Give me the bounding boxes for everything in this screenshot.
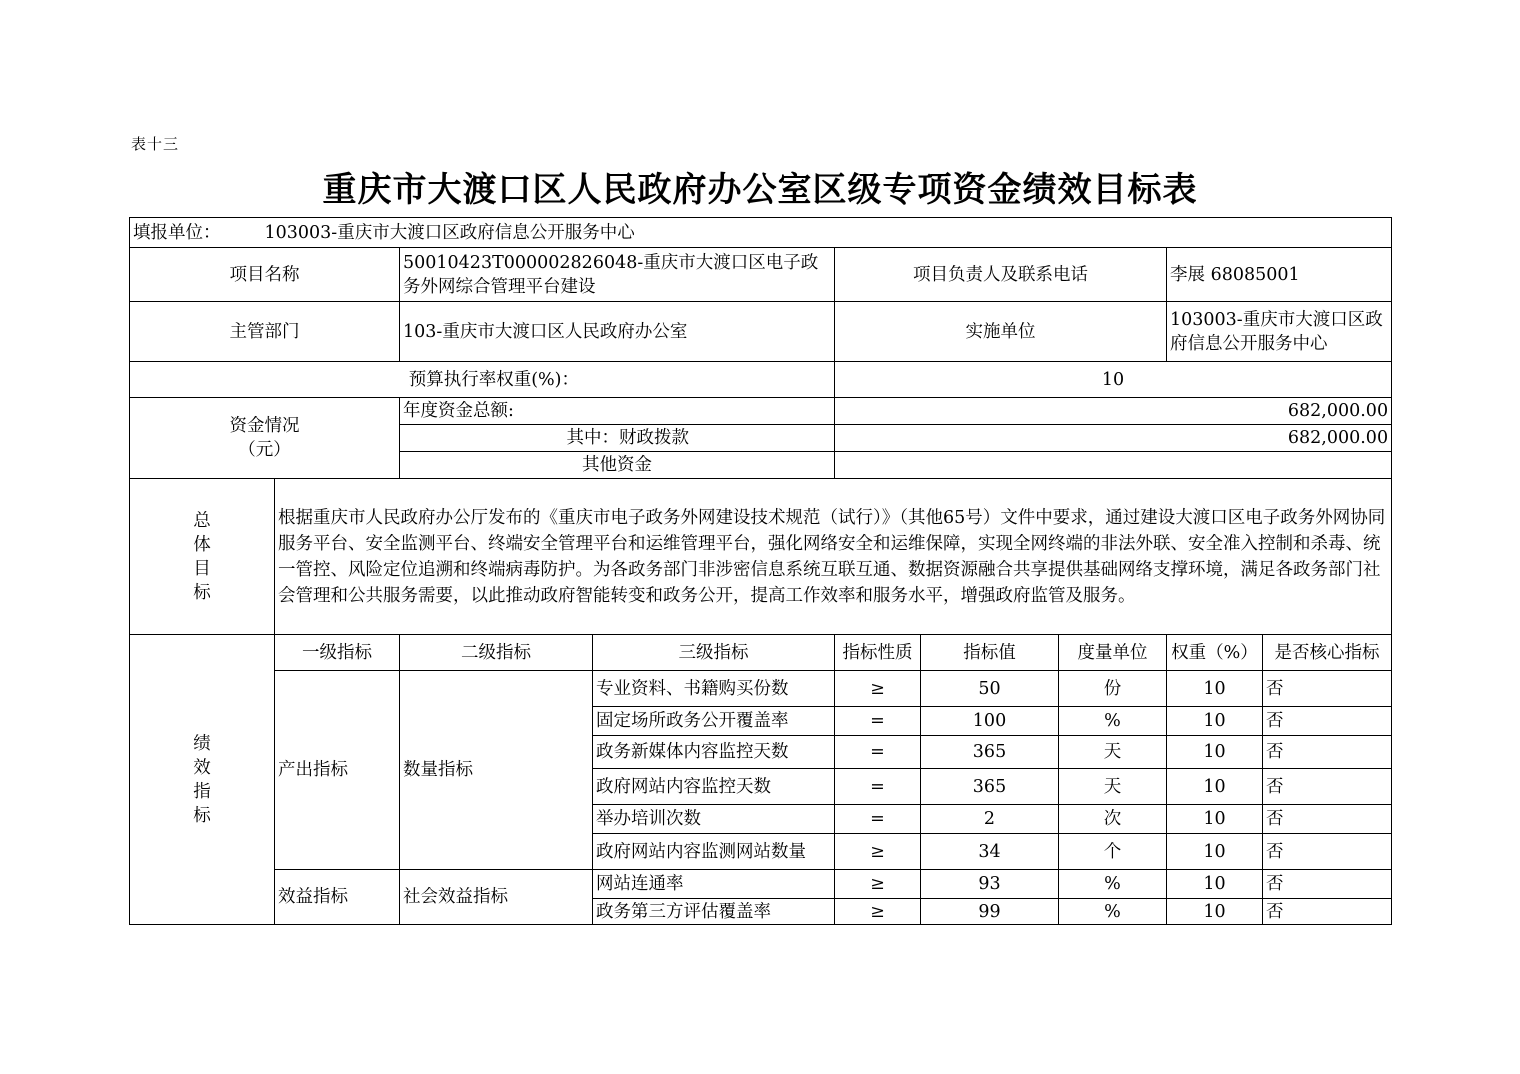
budget-weight-label: 预算执行率权重(%)： <box>130 362 835 398</box>
level3-indicator: 政府网站内容监控天数 <box>593 769 835 805</box>
goal-label-char: 体 <box>193 534 211 555</box>
project-contact-value: 李展 68085001 <box>1167 248 1392 302</box>
indicator-core: 否 <box>1263 834 1392 870</box>
perf-label <box>130 635 275 925</box>
level3-indicator: 政务第三方评估覆盖率 <box>593 899 835 925</box>
indicator-value: 93 <box>921 870 1059 899</box>
goal-label <box>130 479 275 635</box>
indicator-nature: ≥ <box>835 671 921 707</box>
goal-label-char: 目 <box>193 558 211 579</box>
indicator-unit: 天 <box>1059 769 1167 805</box>
indicator-weight: 10 <box>1167 707 1263 736</box>
indicator-core: 否 <box>1263 870 1392 899</box>
funds-fiscal-label: 其中：财政拨款 <box>400 425 835 452</box>
indicator-value: 50 <box>921 671 1059 707</box>
perf-label-char: 绩 <box>193 733 211 754</box>
indicator-unit: 个 <box>1059 834 1167 870</box>
indicator-value: 365 <box>921 769 1059 805</box>
header-cell: 一级指标 <box>275 635 400 671</box>
dept-label: 主管部门 <box>130 302 400 362</box>
impl-unit-value: 103003-重庆市大渡口区政府信息公开服务中心 <box>1167 302 1392 362</box>
level3-indicator: 专业资料、书籍购买份数 <box>593 671 835 707</box>
indicator-core: 否 <box>1263 671 1392 707</box>
funds-other-value <box>835 452 1392 479</box>
header-cell: 指标值 <box>921 635 1059 671</box>
indicator-nature: ≥ <box>835 870 921 899</box>
funds-total-value: 682,000.00 <box>835 398 1392 425</box>
indicator-core: 否 <box>1263 805 1392 834</box>
level3-indicator: 政府网站内容监测网站数量 <box>593 834 835 870</box>
perf-header-row <box>130 635 1392 671</box>
funds-label-line2: （元） <box>238 440 291 460</box>
indicator-value: 2 <box>921 805 1059 834</box>
header-cell: 是否核心指标 <box>1263 635 1392 671</box>
level2-indicator: 社会效益指标 <box>400 870 593 925</box>
indicator-weight: 10 <box>1167 899 1263 925</box>
indicator-core: 否 <box>1263 899 1392 925</box>
indicator-nature: = <box>835 736 921 769</box>
header-cell: 度量单位 <box>1059 635 1167 671</box>
indicator-unit: % <box>1059 870 1167 899</box>
filler-cell <box>130 218 1392 248</box>
filler-value: 103003-重庆市大渡口区政府信息公开服务中心 <box>264 222 635 243</box>
indicator-nature: = <box>835 805 921 834</box>
goal-label-char: 总 <box>193 510 211 531</box>
filler-label: 填报单位： <box>133 222 221 243</box>
project-name-label: 项目名称 <box>130 248 400 302</box>
project-name-value: 50010423T000002826048-重庆市大渡口区电子政务外网综合管理平台建设 <box>400 248 835 302</box>
indicator-weight: 10 <box>1167 769 1263 805</box>
indicator-nature: = <box>835 769 921 805</box>
indicator-nature: = <box>835 707 921 736</box>
level1-indicator: 产出指标 <box>275 671 400 870</box>
funds-label <box>130 398 400 479</box>
sheet-label: 表十三 <box>131 135 180 153</box>
indicator-core: 否 <box>1263 707 1392 736</box>
header-cell: 指标性质 <box>835 635 921 671</box>
level3-indicator: 举办培训次数 <box>593 805 835 834</box>
indicator-value: 365 <box>921 736 1059 769</box>
indicator-row <box>130 870 1392 899</box>
indicator-weight: 10 <box>1167 736 1263 769</box>
indicator-value: 34 <box>921 834 1059 870</box>
perf-label-char: 标 <box>193 805 211 826</box>
indicator-weight: 10 <box>1167 834 1263 870</box>
indicator-core: 否 <box>1263 736 1392 769</box>
header-cell: 权重（%） <box>1167 635 1263 671</box>
funds-fiscal-value: 682,000.00 <box>835 425 1392 452</box>
indicator-unit: % <box>1059 899 1167 925</box>
indicator-unit: 次 <box>1059 805 1167 834</box>
project-contact-label: 项目负责人及联系电话 <box>835 248 1167 302</box>
funds-other-label: 其他资金 <box>400 452 835 479</box>
header-cell: 二级指标 <box>400 635 593 671</box>
indicator-value: 99 <box>921 899 1059 925</box>
header-cell: 三级指标 <box>593 635 835 671</box>
indicator-nature: ≥ <box>835 834 921 870</box>
funds-total-label: 年度资金总额: <box>400 398 835 425</box>
goal-text: 根据重庆市人民政府办公厅发布的《重庆市电子政务外网建设技术规范（试行）》（其他65号）文件中要求，通过建设大渡口区电子政务外网协同服务平台、安全监测平台、终端安全管理平台和运维管理平台，强化网络安全和运维保障，实现全网终端的非法外联、安全准入控制和杀毒、统一管控、风险定位追溯和终端病毒防护。为各政务部门非涉密信息系统互联互通、数据资源融合共享提供基础网络支撑环境，满足各政务部门社会管理和公共服务需要，以此推动政府智能转变和政务公开，提高工作效率和服务水平，增强政府监管及服务。 <box>275 479 1392 635</box>
dept-row <box>130 302 1392 362</box>
indicator-unit: 天 <box>1059 736 1167 769</box>
level1-indicator: 效益指标 <box>275 870 400 925</box>
budget-weight-row <box>130 362 1392 398</box>
indicator-weight: 10 <box>1167 805 1263 834</box>
indicator-nature: ≥ <box>835 899 921 925</box>
budget-weight-value: 10 <box>835 362 1392 398</box>
page-title: 重庆市大渡口区人民政府办公室区级专项资金绩效目标表 <box>322 170 1198 210</box>
indicator-weight: 10 <box>1167 671 1263 707</box>
goal-label-char: 标 <box>193 582 211 603</box>
level3-indicator: 固定场所政务公开覆盖率 <box>593 707 835 736</box>
project-row <box>130 248 1392 302</box>
dept-value: 103-重庆市大渡口区人民政府办公室 <box>400 302 835 362</box>
indicator-unit: 份 <box>1059 671 1167 707</box>
level2-indicator: 数量指标 <box>400 671 593 870</box>
level3-indicator: 政务新媒体内容监控天数 <box>593 736 835 769</box>
filler-row <box>130 218 1392 248</box>
impl-unit-label: 实施单位 <box>835 302 1167 362</box>
perf-label-char: 指 <box>193 781 211 802</box>
perf-label-char: 效 <box>193 757 211 778</box>
performance-target-table <box>129 217 1392 925</box>
indicator-weight: 10 <box>1167 870 1263 899</box>
indicator-row <box>130 671 1392 707</box>
indicator-value: 100 <box>921 707 1059 736</box>
funds-total-row <box>130 398 1392 425</box>
level3-indicator: 网站连通率 <box>593 870 835 899</box>
goal-row <box>130 479 1392 635</box>
funds-label-line1: 资金情况 <box>229 416 300 436</box>
indicator-core: 否 <box>1263 769 1392 805</box>
indicator-unit: % <box>1059 707 1167 736</box>
